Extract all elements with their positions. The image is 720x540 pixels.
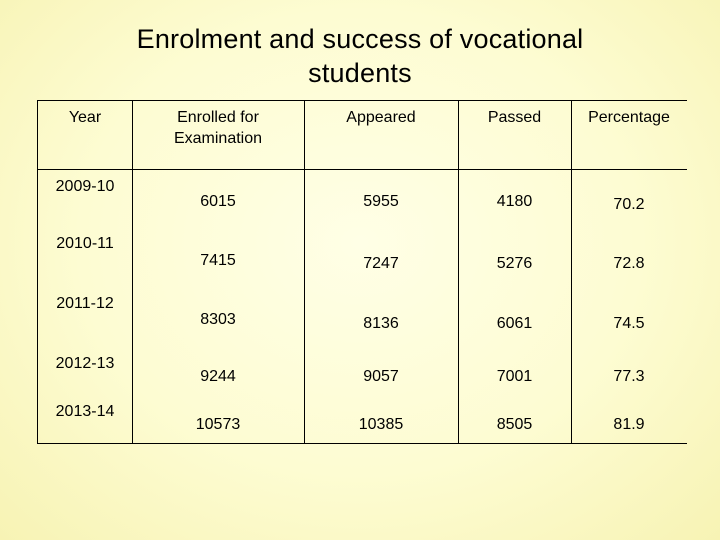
year-cell: 2011-12: [56, 295, 114, 312]
header-percentage: Percentage: [588, 109, 670, 126]
enrolled-cell: 8303: [200, 311, 236, 328]
header-passed: Passed: [487, 109, 542, 126]
appeared-cell: 10385: [358, 416, 404, 433]
header-enrolled-line-1: Enrolled for: [177, 109, 259, 126]
passed-cell: 6061: [496, 315, 533, 332]
percentage-cell: 77.3: [613, 368, 645, 385]
appeared-cell: 7247: [363, 255, 399, 272]
passed-cell: 4180: [496, 193, 533, 210]
percentage-cell: 74.5: [613, 315, 645, 332]
title-line-1: Enrolment and success of vocational: [136, 24, 584, 54]
enrolled-cell: 9244: [200, 368, 236, 385]
year-cell: 2009-10: [55, 178, 115, 195]
title-line-2: students: [308, 58, 412, 88]
page-title: [60, 22, 660, 90]
header-year: Year: [68, 109, 102, 126]
appeared-cell: 5955: [363, 193, 399, 210]
header-appeared: Appeared: [346, 109, 416, 126]
appeared-cell: 8136: [363, 315, 399, 332]
passed-cell: 5276: [496, 255, 533, 272]
percentage-cell: 72.8: [613, 255, 645, 272]
year-cell: 2010-11: [56, 235, 114, 252]
year-cell: 2013-14: [55, 403, 115, 420]
enrolled-cell: 7415: [200, 252, 236, 269]
header-enrolled-line-2: Examination: [173, 130, 263, 147]
year-cell: 2012-13: [55, 355, 115, 372]
column-divider: [132, 101, 133, 443]
passed-cell: 7001: [496, 368, 533, 385]
percentage-cell: 70.2: [613, 196, 645, 213]
header-enrolled: [132, 107, 304, 149]
passed-cell: 8505: [496, 416, 533, 433]
appeared-cell: 9057: [363, 368, 399, 385]
enrolled-cell: 6015: [200, 193, 236, 210]
header-divider: [38, 169, 687, 170]
enrolled-cell: 10573: [195, 416, 241, 433]
percentage-cell: 81.9: [613, 416, 645, 433]
data-table: [37, 100, 687, 444]
